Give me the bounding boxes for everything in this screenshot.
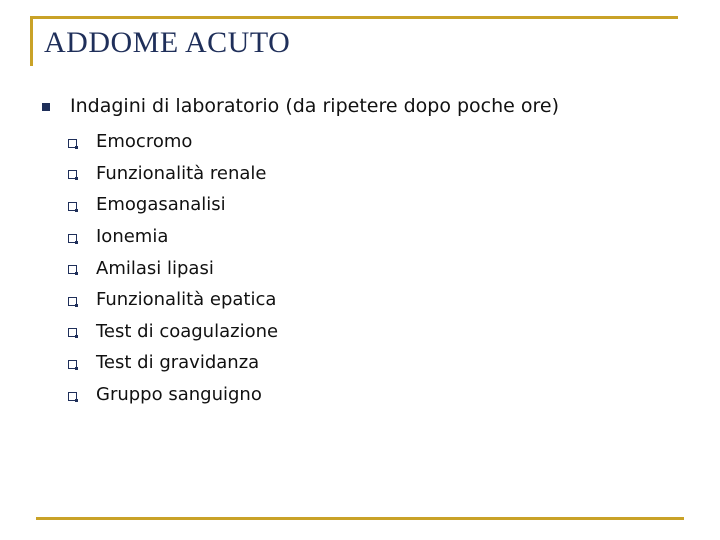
- hollow-square-bullet-icon: [68, 297, 77, 306]
- list-item: [68, 347, 278, 379]
- list-item-text: Test di gravidanza: [96, 352, 260, 374]
- list-item-text: Gruppo sanguigno: [96, 384, 262, 406]
- main-bullet: [42, 95, 559, 117]
- hollow-square-bullet-icon: [68, 265, 77, 274]
- main-bullet-text: Indagini di laboratorio (da ripetere dopo poche ore): [70, 95, 560, 117]
- list-item: [68, 158, 278, 190]
- list-item: [68, 379, 278, 411]
- list-item-text: Funzionalità renale: [96, 162, 267, 184]
- list-item: [68, 221, 278, 253]
- filled-square-bullet-icon: [42, 103, 50, 111]
- frame-left-line: [30, 16, 33, 66]
- hollow-square-bullet-icon: [68, 234, 77, 243]
- hollow-square-bullet-icon: [68, 392, 77, 401]
- hollow-square-bullet-icon: [68, 139, 77, 148]
- frame-top-line: [30, 16, 678, 19]
- list-item-text: Funzionalità epatica: [96, 289, 277, 311]
- list-item: [68, 284, 278, 316]
- hollow-square-bullet-icon: [68, 360, 77, 369]
- list-item-text: Test di coagulazione: [96, 320, 279, 342]
- list-item: [68, 126, 278, 158]
- list-item-text: Emocromo: [96, 131, 193, 153]
- list-item: [68, 189, 278, 221]
- hollow-square-bullet-icon: [68, 202, 77, 211]
- sub-bullet-list: [68, 126, 278, 410]
- slide-title: ADDOME ACUTO: [44, 26, 291, 59]
- hollow-square-bullet-icon: [68, 170, 77, 179]
- list-item-text: Ionemia: [96, 226, 169, 248]
- frame-bottom-line: [36, 517, 684, 520]
- list-item-text: Amilasi lipasi: [96, 257, 214, 279]
- list-item: [68, 316, 278, 348]
- list-item: [68, 252, 278, 284]
- list-item-text: Emogasanalisi: [96, 194, 226, 216]
- hollow-square-bullet-icon: [68, 328, 77, 337]
